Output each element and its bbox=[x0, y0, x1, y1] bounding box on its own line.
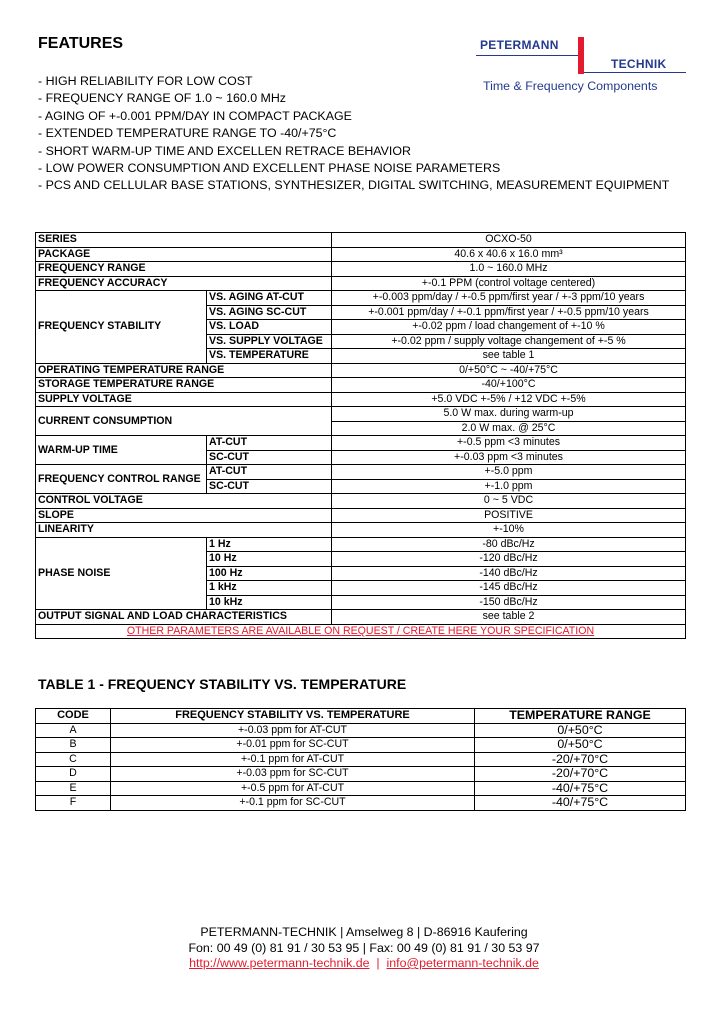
other-parameters-text[interactable]: OTHER PARAMETERS ARE AVAILABLE ON REQUEST / CREATE HERE YOUR SPECIFICATION bbox=[126, 624, 595, 637]
spec-sublabel: VS. AGING SC-CUT bbox=[207, 305, 332, 320]
spec-sublabel: 10 Hz bbox=[207, 552, 332, 567]
range-cell: -40/+75°C bbox=[475, 781, 686, 796]
feature-item: - HIGH RELIABILITY FOR LOW COST bbox=[38, 74, 253, 88]
table-row bbox=[36, 262, 686, 277]
table-row bbox=[36, 767, 686, 782]
spec-value: -150 dBc/Hz bbox=[332, 595, 686, 610]
table-row bbox=[36, 407, 686, 422]
spec-label: FREQUENCY STABILITY bbox=[36, 291, 207, 364]
feature-item: - FREQUENCY RANGE OF 1.0 ~ 160.0 MHz bbox=[38, 91, 286, 106]
spec-label: FREQUENCY RANGE bbox=[36, 262, 332, 277]
table-row bbox=[36, 247, 686, 262]
feature-item: - AGING OF +-0.001 PPM/DAY IN COMPACT PACKAGE bbox=[38, 108, 352, 123]
stability-cell: +-0.5 ppm for AT-CUT bbox=[111, 781, 475, 796]
code-cell: A bbox=[36, 723, 111, 738]
table-row bbox=[36, 436, 686, 451]
spec-sublabel: 10 kHz bbox=[207, 595, 332, 610]
table-row bbox=[36, 610, 686, 625]
spec-label: LINEARITY bbox=[36, 523, 332, 538]
other-parameters-link[interactable] bbox=[36, 624, 686, 639]
spec-value: +-1.0 ppm bbox=[332, 479, 686, 494]
stability-cell: +-0.03 ppm for SC-CUT bbox=[111, 767, 475, 782]
spec-label: CONTROL VOLTAGE bbox=[36, 494, 332, 509]
footer-phone: Fon: 00 49 (0) 81 91 / 30 53 95 | Fax: 00 49 (0) 81 91 / 30 53 97 bbox=[188, 940, 540, 955]
spec-value: 1.0 ~ 160.0 MHz bbox=[332, 262, 686, 277]
range-cell: 0/+50°C bbox=[475, 723, 686, 738]
code-cell: C bbox=[36, 752, 111, 767]
spec-sublabel: VS. SUPPLY VOLTAGE bbox=[207, 334, 332, 349]
table-row bbox=[36, 752, 686, 767]
footer bbox=[0, 925, 720, 972]
table-row bbox=[36, 276, 686, 291]
feature-item: - LOW POWER CONSUMPTION AND EXCELLENT PHASE NOISE PARAMETERS bbox=[38, 161, 501, 176]
table-row bbox=[36, 378, 686, 393]
stability-cell: +-0.01 ppm for SC-CUT bbox=[111, 738, 475, 753]
email-link[interactable]: info@petermann-technik.de bbox=[386, 956, 539, 970]
spec-sublabel: AT-CUT bbox=[207, 465, 332, 480]
feature-item: - PCS AND CELLULAR BASE STATIONS, SYNTHESIZER, DIGITAL SWITCHING, MEASUREMENT EQUIPMENT bbox=[38, 178, 670, 193]
spec-sublabel: 1 Hz bbox=[207, 537, 332, 552]
range-cell: -20/+70°C bbox=[475, 752, 686, 767]
spec-value: -140 dBc/Hz bbox=[332, 566, 686, 581]
stability-cell: +-0.1 ppm for SC-CUT bbox=[111, 796, 475, 811]
spec-value: OCXO-50 bbox=[332, 233, 686, 248]
spec-sublabel: SC-CUT bbox=[207, 479, 332, 494]
spec-label: OPERATING TEMPERATURE RANGE bbox=[36, 363, 332, 378]
spec-label: CURRENT CONSUMPTION bbox=[36, 407, 332, 436]
table-row bbox=[36, 738, 686, 753]
table-row bbox=[36, 363, 686, 378]
table-header-row bbox=[36, 709, 686, 724]
spec-value: +-0.03 ppm <3 minutes bbox=[332, 450, 686, 465]
spec-value: 5.0 W max. during warm-up bbox=[332, 407, 686, 422]
feature-item: - EXTENDED TEMPERATURE RANGE TO -40/+75°C bbox=[38, 126, 337, 141]
table-row bbox=[36, 508, 686, 523]
table-row bbox=[36, 392, 686, 407]
spec-label: SUPPLY VOLTAGE bbox=[36, 392, 332, 407]
features-title: FEATURES bbox=[38, 35, 124, 52]
logo-name-left: PETERMANN bbox=[480, 38, 559, 52]
spec-sublabel: AT-CUT bbox=[207, 436, 332, 451]
code-cell: E bbox=[36, 781, 111, 796]
table-row bbox=[36, 233, 686, 248]
logo-tagline: Time & Frequency Components bbox=[483, 79, 658, 93]
range-cell: -40/+75°C bbox=[475, 796, 686, 811]
column-header-code: CODE bbox=[36, 709, 111, 724]
code-cell: D bbox=[36, 767, 111, 782]
spec-value: +-5.0 ppm bbox=[332, 465, 686, 480]
logo-red-bar bbox=[578, 37, 584, 74]
code-cell: F bbox=[36, 796, 111, 811]
spec-value: +-0.1 PPM (control voltage centered) bbox=[332, 276, 686, 291]
code-cell: B bbox=[36, 738, 111, 753]
specification-table bbox=[35, 232, 686, 639]
spec-value: +-0.02 ppm / supply voltage changement of +-5 % bbox=[332, 334, 686, 349]
spec-label: SERIES bbox=[36, 233, 332, 248]
temperature-stability-table bbox=[35, 708, 686, 811]
footer-separator: | bbox=[369, 956, 387, 970]
spec-value: 0/+50°C ~ -40/+75°C bbox=[332, 363, 686, 378]
table-row bbox=[36, 781, 686, 796]
table-row bbox=[36, 523, 686, 538]
spec-label: PACKAGE bbox=[36, 247, 332, 262]
range-cell: 0/+50°C bbox=[475, 738, 686, 753]
spec-value: +-0.001 ppm/day / +-0.1 ppm/first year / +-0.5 ppm/10 years bbox=[332, 305, 686, 320]
spec-value: -120 dBc/Hz bbox=[332, 552, 686, 567]
table-row bbox=[36, 624, 686, 639]
spec-sublabel: VS. LOAD bbox=[207, 320, 332, 335]
spec-value: +5.0 VDC +-5% / +12 VDC +-5% bbox=[332, 392, 686, 407]
spec-label: PHASE NOISE bbox=[36, 537, 207, 610]
column-header-stability: FREQUENCY STABILITY VS. TEMPERATURE bbox=[111, 709, 475, 724]
footer-address: PETERMANN-TECHNIK | Amselweg 8 | D-86916 Kaufering bbox=[200, 925, 528, 939]
spec-value: POSITIVE bbox=[332, 508, 686, 523]
spec-value: -80 dBc/Hz bbox=[332, 537, 686, 552]
spec-sublabel: 1 kHz bbox=[207, 581, 332, 596]
feature-item: - SHORT WARM-UP TIME AND EXCELLEN RETRACE BEHAVIOR bbox=[38, 143, 411, 158]
table-row bbox=[36, 796, 686, 811]
spec-label: WARM-UP TIME bbox=[36, 436, 207, 465]
spec-label: FREQUENCY ACCURACY bbox=[36, 276, 332, 291]
spec-sublabel: VS. TEMPERATURE bbox=[207, 349, 332, 364]
table-row bbox=[36, 465, 686, 480]
spec-label: OUTPUT SIGNAL AND LOAD CHARACTERISTICS bbox=[36, 610, 332, 625]
spec-value: 40.6 x 40.6 x 16.0 mm³ bbox=[332, 247, 686, 262]
spec-value: +-10% bbox=[332, 523, 686, 538]
spec-sublabel: 100 Hz bbox=[207, 566, 332, 581]
company-logo bbox=[476, 36, 686, 96]
table-row bbox=[36, 291, 686, 306]
table-row bbox=[36, 494, 686, 509]
column-header-range: TEMPERATURE RANGE bbox=[475, 709, 686, 724]
stability-cell: +-0.1 ppm for AT-CUT bbox=[111, 752, 475, 767]
table-row bbox=[36, 537, 686, 552]
spec-label: SLOPE bbox=[36, 508, 332, 523]
spec-value: see table 1 bbox=[332, 349, 686, 364]
spec-value: +-0.02 ppm / load changement of +-10 % bbox=[332, 320, 686, 335]
logo-line-left bbox=[476, 55, 578, 56]
spec-sublabel: VS. AGING AT-CUT bbox=[207, 291, 332, 306]
spec-value: +-0.5 ppm <3 minutes bbox=[332, 436, 686, 451]
spec-sublabel: SC-CUT bbox=[207, 450, 332, 465]
table-row bbox=[36, 723, 686, 738]
spec-value: +-0.003 ppm/day / +-0.5 ppm/first year / +-3 ppm/10 years bbox=[332, 291, 686, 306]
spec-value: -40/+100°C bbox=[332, 378, 686, 393]
logo-line-right bbox=[584, 72, 686, 73]
spec-label: STORAGE TEMPERATURE RANGE bbox=[36, 378, 332, 393]
spec-value: see table 2 bbox=[332, 610, 686, 625]
spec-label: FREQUENCY CONTROL RANGE bbox=[36, 465, 207, 494]
spec-value: 0 ~ 5 VDC bbox=[332, 494, 686, 509]
spec-value: 2.0 W max. @ 25°C bbox=[332, 421, 686, 436]
website-link[interactable]: http://www.petermann-technik.de bbox=[189, 956, 370, 970]
stability-cell: +-0.03 ppm for AT-CUT bbox=[111, 723, 475, 738]
spec-value: -145 dBc/Hz bbox=[332, 581, 686, 596]
range-cell: -20/+70°C bbox=[475, 767, 686, 782]
logo-name-right: TECHNIK bbox=[611, 57, 667, 71]
footer-links bbox=[0, 956, 720, 972]
table1-title: TABLE 1 - FREQUENCY STABILITY VS. TEMPERATURE bbox=[38, 676, 407, 692]
